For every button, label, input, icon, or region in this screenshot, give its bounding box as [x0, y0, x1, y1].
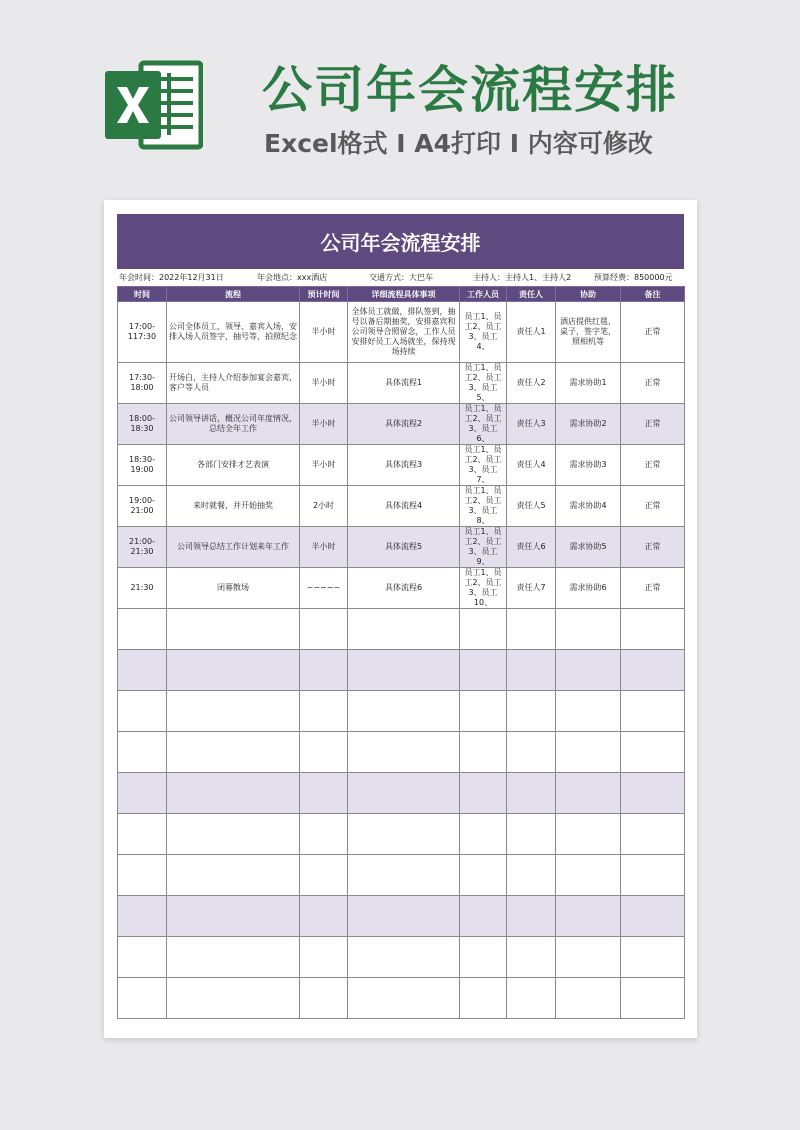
cell-staff[interactable] — [460, 445, 507, 486]
sheet-title: 公司年会流程安排 — [117, 214, 684, 269]
empty-cell[interactable] — [300, 773, 348, 814]
cell-time[interactable]: 21:00-21:30 — [118, 527, 167, 568]
empty-cell[interactable] — [348, 937, 460, 978]
empty-row — [118, 814, 685, 855]
empty-cell[interactable] — [621, 732, 685, 773]
empty-row — [118, 732, 685, 773]
excel-logo-icon — [103, 57, 203, 153]
cell-duration[interactable]: 半小时 — [300, 445, 348, 486]
cell-detail[interactable]: 全体员工就做，排队签到，抽号以备后期抽奖，安排嘉宾和公司领导合照留念，工作人员安排好员工入场就坐，保持现场持续 — [348, 302, 460, 363]
empty-cell[interactable] — [460, 937, 507, 978]
cell-assist[interactable]: 需求协助4 — [556, 486, 621, 527]
cell-note[interactable]: 正常 — [621, 445, 685, 486]
cell-assist[interactable]: 需求协助1 — [556, 363, 621, 404]
cell-note[interactable]: 正常 — [621, 568, 685, 609]
cell-owner[interactable]: 责任人2 — [507, 363, 556, 404]
cell-time[interactable]: 21:30 — [118, 568, 167, 609]
cell-duration[interactable]: 2小时 — [300, 486, 348, 527]
empty-cell[interactable] — [621, 773, 685, 814]
cell-process[interactable]: 公司全体员工、领导、嘉宾入场，安排入场人员签字，抽号等，拍照纪念 — [167, 302, 300, 363]
cell-detail[interactable]: 具体流程3 — [348, 445, 460, 486]
cell-owner[interactable]: 责任人6 — [507, 527, 556, 568]
empty-row — [118, 937, 685, 978]
cell-owner[interactable]: 责任人5 — [507, 486, 556, 527]
empty-cell[interactable] — [348, 896, 460, 937]
info-host: 主持人：主持人1、主持人2 — [473, 273, 572, 282]
empty-cell[interactable] — [300, 650, 348, 691]
empty-cell[interactable] — [621, 896, 685, 937]
empty-cell[interactable] — [348, 650, 460, 691]
col-header-time: 时间 — [118, 287, 167, 302]
empty-cell[interactable] — [300, 814, 348, 855]
empty-cell[interactable] — [348, 773, 460, 814]
spreadsheet-preview — [104, 200, 697, 1038]
empty-cell[interactable] — [556, 937, 621, 978]
table-row — [118, 404, 685, 445]
cell-detail[interactable]: 具体流程6 — [348, 568, 460, 609]
cell-duration[interactable]: 半小时 — [300, 363, 348, 404]
empty-cell[interactable] — [118, 978, 167, 1019]
schedule-table — [117, 286, 685, 1019]
cell-time[interactable]: 17:00-117:30 — [118, 302, 167, 363]
empty-cell[interactable] — [348, 732, 460, 773]
empty-cell[interactable] — [167, 978, 300, 1019]
empty-cell[interactable] — [460, 978, 507, 1019]
cell-process[interactable]: 闭幕散场 — [167, 568, 300, 609]
cell-duration[interactable]: 半小时 — [300, 302, 348, 363]
cell-process[interactable]: 开场白，主持人介绍参加宴会嘉宾，客户等人员 — [167, 363, 300, 404]
cell-assist[interactable]: 需求协助2 — [556, 404, 621, 445]
empty-cell[interactable] — [118, 896, 167, 937]
staff-text: 员工1、员工2、员工3、员工7、 — [464, 445, 502, 484]
cell-detail[interactable]: 具体流程4 — [348, 486, 460, 527]
info-budget: 预算经费：850000元 — [594, 273, 673, 282]
empty-cell[interactable] — [621, 855, 685, 896]
empty-cell[interactable] — [507, 732, 556, 773]
cell-owner[interactable]: 责任人4 — [507, 445, 556, 486]
cell-process[interactable]: 来时就餐，并开始抽奖 — [167, 486, 300, 527]
empty-cell[interactable] — [118, 691, 167, 732]
empty-cell[interactable] — [348, 855, 460, 896]
col-header-assist: 协助 — [556, 287, 621, 302]
col-header-process: 流程 — [167, 287, 300, 302]
empty-cell[interactable] — [167, 896, 300, 937]
empty-cell[interactable] — [167, 732, 300, 773]
empty-cell[interactable] — [507, 773, 556, 814]
empty-cell[interactable] — [348, 609, 460, 650]
info-date: 年会时间：2022年12月31日 — [119, 273, 224, 282]
cell-note[interactable]: 正常 — [621, 527, 685, 568]
empty-cell[interactable] — [460, 773, 507, 814]
cell-assist[interactable]: 需求协助6 — [556, 568, 621, 609]
empty-cell[interactable] — [300, 855, 348, 896]
empty-cell[interactable] — [118, 814, 167, 855]
info-bar — [117, 269, 684, 287]
empty-row — [118, 896, 685, 937]
cell-note[interactable]: 正常 — [621, 302, 685, 363]
empty-cell[interactable] — [460, 896, 507, 937]
empty-cell[interactable] — [300, 978, 348, 1019]
cell-note[interactable]: 正常 — [621, 363, 685, 404]
empty-cell[interactable] — [507, 896, 556, 937]
empty-cell[interactable] — [621, 650, 685, 691]
staff-text: 员工1、员工2、员工3、员工8、 — [464, 486, 502, 525]
cell-duration[interactable]: ~~~~~ — [300, 568, 348, 609]
empty-row — [118, 650, 685, 691]
empty-cell[interactable] — [621, 691, 685, 732]
col-header-duration: 预计时间 — [300, 287, 348, 302]
cell-assist[interactable]: 酒店提供红毯，桌子，签字笔，照相机等 — [556, 302, 621, 363]
page-headline: 公司年会流程安排 — [262, 61, 678, 119]
table-row — [118, 445, 685, 486]
empty-cell[interactable] — [167, 814, 300, 855]
table-row — [118, 568, 685, 609]
empty-cell[interactable] — [507, 691, 556, 732]
empty-cell[interactable] — [118, 855, 167, 896]
staff-text: 员工1、员工2、员工3、员工5、 — [464, 363, 502, 402]
empty-cell[interactable] — [507, 814, 556, 855]
empty-cell[interactable] — [621, 609, 685, 650]
empty-cell[interactable] — [556, 650, 621, 691]
table-row — [118, 527, 685, 568]
empty-cell[interactable] — [556, 896, 621, 937]
empty-cell[interactable] — [460, 650, 507, 691]
cell-staff[interactable] — [460, 404, 507, 445]
cell-process[interactable]: 各部门安排才艺表演 — [167, 445, 300, 486]
table-header-row — [118, 287, 685, 302]
col-header-detail: 详细流程具体事项 — [348, 287, 460, 302]
empty-cell[interactable] — [460, 732, 507, 773]
staff-text: 员工1、员工2、员工3、员工10、 — [464, 568, 502, 607]
empty-cell[interactable] — [556, 773, 621, 814]
info-transport: 交通方式：大巴车 — [369, 273, 433, 282]
cell-assist[interactable]: 需求协助3 — [556, 445, 621, 486]
empty-cell[interactable] — [167, 650, 300, 691]
empty-cell[interactable] — [348, 814, 460, 855]
empty-cell[interactable] — [167, 609, 300, 650]
cell-owner[interactable]: 责任人7 — [507, 568, 556, 609]
empty-cell[interactable] — [460, 609, 507, 650]
cell-time[interactable]: 19:00-21:00 — [118, 486, 167, 527]
cell-detail[interactable]: 具体流程1 — [348, 363, 460, 404]
cell-owner[interactable]: 责任人3 — [507, 404, 556, 445]
col-header-note: 备注 — [621, 287, 685, 302]
cell-time[interactable]: 17:30-18:00 — [118, 363, 167, 404]
empty-cell[interactable] — [167, 855, 300, 896]
empty-cell[interactable] — [507, 609, 556, 650]
empty-cell[interactable] — [507, 937, 556, 978]
cell-detail[interactable]: 具体流程5 — [348, 527, 460, 568]
cell-assist[interactable]: 需求协助5 — [556, 527, 621, 568]
staff-text: 员工1、员工2、员工3、员工6、 — [464, 404, 502, 443]
cell-duration[interactable]: 半小时 — [300, 527, 348, 568]
cell-staff[interactable] — [460, 363, 507, 404]
cell-staff[interactable]: 员工1、员工2、员工3、员工4、 — [460, 302, 507, 363]
cell-time[interactable]: 18:00-18:30 — [118, 404, 167, 445]
staff-text: 员工1、员工2、员工3、员工9、 — [464, 527, 502, 566]
table-row — [118, 363, 685, 404]
empty-cell[interactable] — [507, 978, 556, 1019]
empty-row — [118, 773, 685, 814]
cell-staff[interactable] — [460, 568, 507, 609]
empty-cell[interactable] — [118, 773, 167, 814]
empty-row — [118, 978, 685, 1019]
empty-cell[interactable] — [118, 937, 167, 978]
empty-cell[interactable] — [118, 609, 167, 650]
empty-cell[interactable] — [621, 814, 685, 855]
cell-duration[interactable]: 半小时 — [300, 404, 348, 445]
empty-cell[interactable] — [621, 978, 685, 1019]
empty-cell[interactable] — [556, 855, 621, 896]
col-header-owner: 责任人 — [507, 287, 556, 302]
empty-row — [118, 691, 685, 732]
table-row — [118, 486, 685, 527]
empty-cell[interactable] — [348, 978, 460, 1019]
empty-cell[interactable] — [118, 650, 167, 691]
empty-cell[interactable] — [460, 691, 507, 732]
empty-cell[interactable] — [300, 896, 348, 937]
cell-time[interactable]: 18:30-19:00 — [118, 445, 167, 486]
page-subtitle: Excel格式 I A4打印 I 内容可修改 — [264, 129, 653, 158]
col-header-staff: 工作人员 — [460, 287, 507, 302]
empty-cell[interactable] — [167, 773, 300, 814]
empty-cell[interactable] — [507, 650, 556, 691]
empty-cell[interactable] — [167, 937, 300, 978]
cell-process[interactable]: 公司领导讲话，概况公司年度情况，总结全年工作 — [167, 404, 300, 445]
cell-note[interactable]: 正常 — [621, 404, 685, 445]
empty-cell[interactable] — [621, 937, 685, 978]
empty-cell[interactable] — [556, 978, 621, 1019]
empty-cell[interactable] — [118, 732, 167, 773]
empty-cell[interactable] — [300, 609, 348, 650]
empty-cell[interactable] — [167, 691, 300, 732]
cell-owner[interactable]: 责任人1 — [507, 302, 556, 363]
empty-cell[interactable] — [300, 732, 348, 773]
empty-cell[interactable] — [300, 937, 348, 978]
empty-cell[interactable] — [556, 814, 621, 855]
empty-cell[interactable] — [556, 691, 621, 732]
cell-process[interactable]: 公司领导总结工作计划来年工作 — [167, 527, 300, 568]
table-row — [118, 302, 685, 363]
cell-detail[interactable]: 具体流程2 — [348, 404, 460, 445]
empty-row — [118, 855, 685, 896]
empty-cell[interactable] — [348, 691, 460, 732]
empty-cell[interactable] — [556, 732, 621, 773]
info-place: 年会地点：xxx酒店 — [257, 273, 328, 282]
empty-row — [118, 609, 685, 650]
empty-cell[interactable] — [507, 855, 556, 896]
empty-cell[interactable] — [460, 814, 507, 855]
empty-cell[interactable] — [300, 691, 348, 732]
empty-cell[interactable] — [460, 855, 507, 896]
empty-cell[interactable] — [556, 609, 621, 650]
cell-staff[interactable] — [460, 486, 507, 527]
cell-staff[interactable] — [460, 527, 507, 568]
cell-note[interactable]: 正常 — [621, 486, 685, 527]
